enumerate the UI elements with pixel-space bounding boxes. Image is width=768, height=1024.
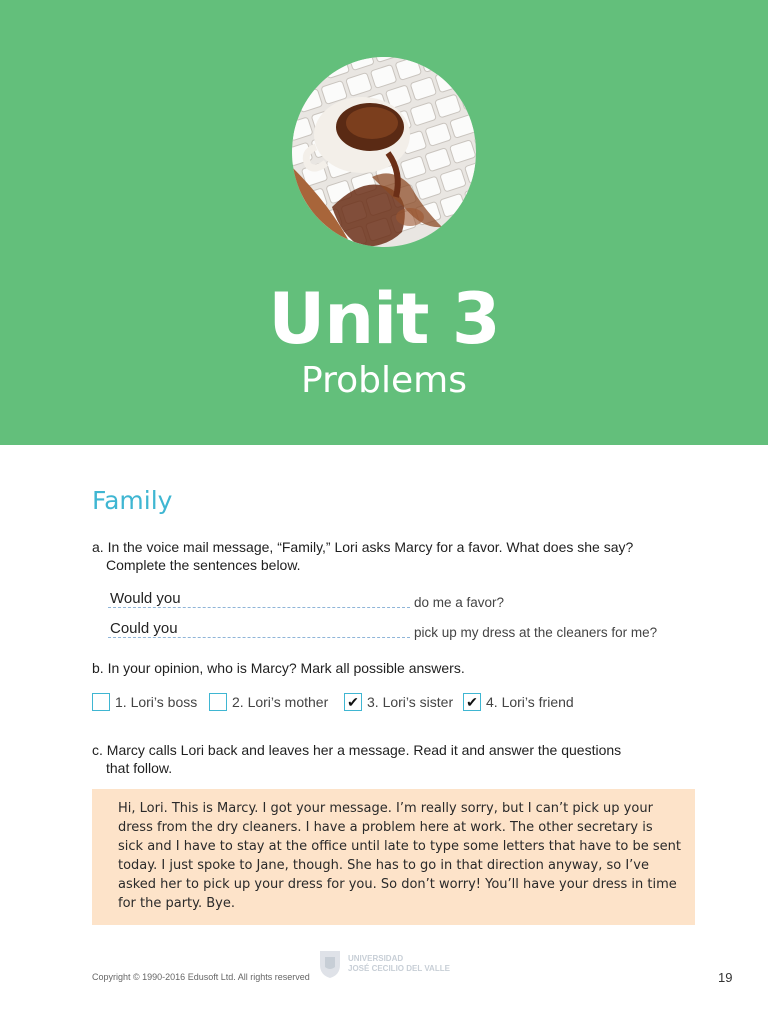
option-label-3: 3. Lori’s sister <box>367 694 454 710</box>
question-a <box>92 538 633 574</box>
answer-options <box>92 692 692 714</box>
blank-rest-2: pick up my dress at the cleaners for me? <box>414 625 658 640</box>
question-b: b. In your opinion, who is Marcy? Mark all possible answers. <box>92 660 465 676</box>
header-banner <box>0 0 768 445</box>
question-c-line2: that follow. <box>106 760 173 776</box>
question-a-line2: Complete the sentences below. <box>106 557 301 573</box>
checkbox-2[interactable] <box>209 693 227 711</box>
page-number: 19 <box>718 970 733 985</box>
voice-message-box: Hi, Lori. This is Marcy. I got your message. I’m really sorry, but I can’t pick up your dress from the dry cleaners. I have a problem here at work. The other secretary is sick and I have to stay at the office until late to type some letters that have to be sent today. I just spoke to Jane, though. She has to go in that direction anyway, so I’ve asked her to pick up your dress for you. So don’t worry! You’ll have your dress in time for the party. Bye. <box>92 789 695 925</box>
unit-subtitle: Problems <box>301 360 467 401</box>
option-bosss[interactable] <box>92 692 197 712</box>
blank-row-2 <box>108 618 708 640</box>
checkbox-4[interactable]: ✔ <box>463 693 481 711</box>
question-c <box>92 741 621 777</box>
checkbox-3[interactable]: ✔ <box>344 693 362 711</box>
blank-answer-2[interactable]: Could you <box>108 620 410 638</box>
logo-line-2: JOSÉ CECILIO DEL VALLE <box>348 964 450 973</box>
shield-icon <box>318 949 342 979</box>
unit-title: Unit 3 <box>268 278 500 360</box>
question-a-line1: a. In the voice mail message, “Family,” Lori asks Marcy for a favor. What does she say? <box>92 539 634 555</box>
checkbox-1[interactable] <box>92 693 110 711</box>
question-c-line1: c. Marcy calls Lori back and leaves her a message. Read it and answer the questions <box>92 742 622 758</box>
university-logo <box>318 942 450 986</box>
spilled-coffee-photo <box>292 57 476 247</box>
blank-answer-1[interactable]: Would you <box>108 590 410 608</box>
blank-row-1 <box>108 588 708 610</box>
section-title: Family <box>92 486 173 515</box>
option-label-4: 4. Lori’s friend <box>486 694 574 710</box>
option-friend[interactable] <box>463 692 574 712</box>
option-mother[interactable] <box>209 692 328 712</box>
logo-line-1: UNIVERSIDAD <box>348 954 404 963</box>
option-label-2: 2. Lori’s mother <box>232 694 329 710</box>
copyright-text: Copyright © 1990-2016 Edusoft Ltd. All rights reserved <box>92 972 310 982</box>
option-sister[interactable] <box>344 692 453 712</box>
option-label-1: 1. Lori’s boss <box>115 694 198 710</box>
blank-rest-1: do me a favor? <box>414 595 505 610</box>
